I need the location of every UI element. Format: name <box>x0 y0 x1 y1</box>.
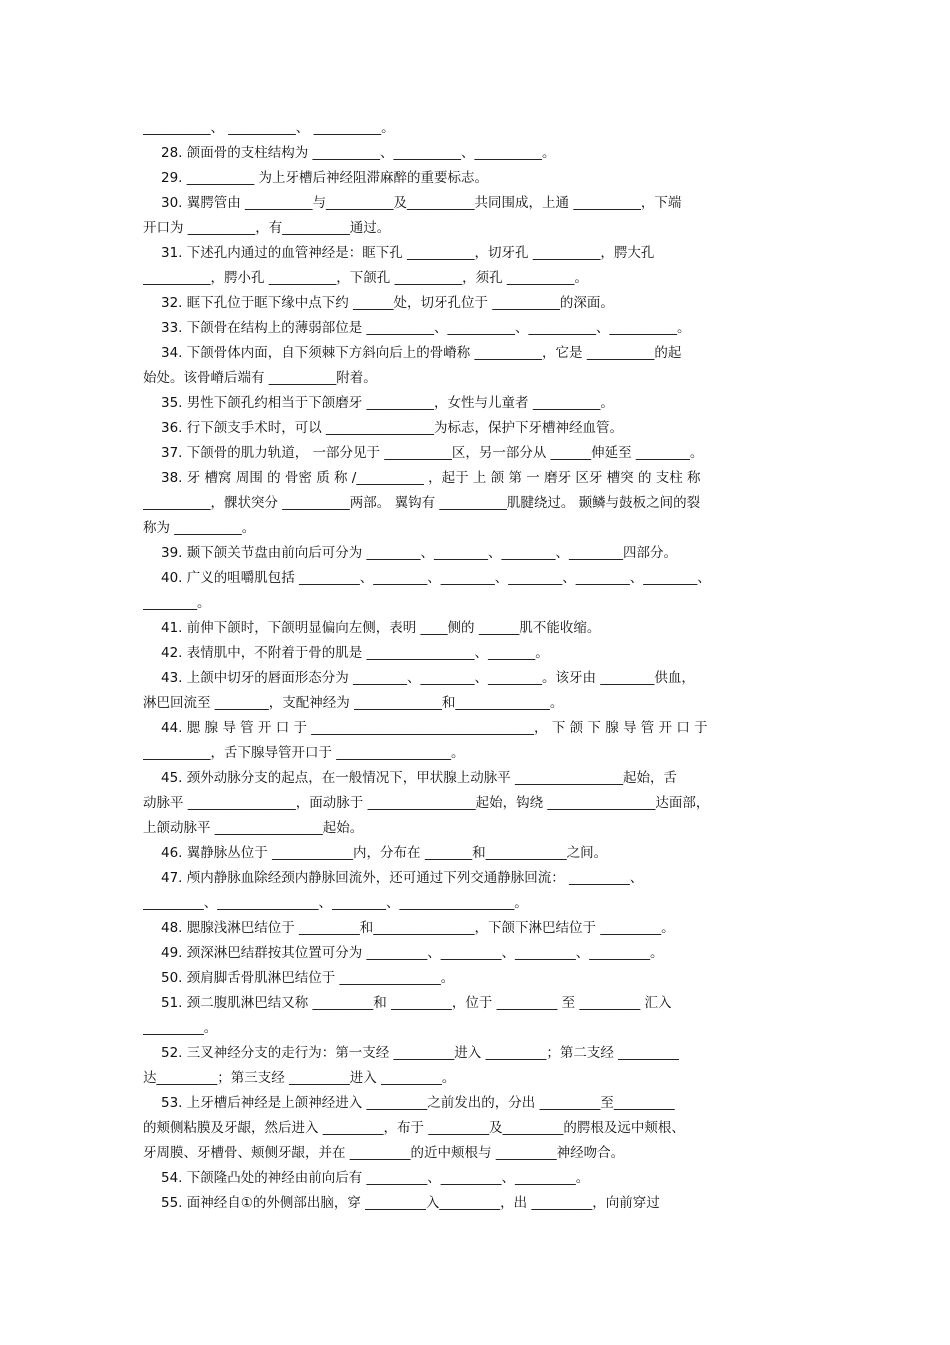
text-line: 52. 三叉神经分支的走行为：第一支经 _________进入 _________；第二支经 _________ <box>161 1045 679 1061</box>
text-line: __________，舌下腺导管开口于 _________________。 <box>143 745 465 761</box>
text-line: 50. 颈肩脚舌骨肌淋巴结位于 _______________。 <box>161 970 455 986</box>
text-line: 39. 颞下颌关节盘由前向后可分为 ________、________、________、________四部分。 <box>161 545 678 561</box>
text-line: __________、 __________、 __________。 <box>143 120 395 136</box>
text-line: 29. __________ 为上牙槽后神经阻滞麻醉的重要标志。 <box>161 170 489 186</box>
text-line: 35. 男性下颌孔约相当于下颌磨牙 __________，女性与儿童者 __________。 <box>161 395 614 411</box>
text-line: 上颌动脉平 ________________起始。 <box>143 820 364 836</box>
text-line: 49. 颈深淋巴结群按其位置可分为 _________、_________、_________、_________。 <box>161 945 664 961</box>
text-line: _________、_______________、________、_________________。 <box>143 895 528 911</box>
text-line: 54. 下颌隆凸处的神经由前向后有 _________、_________、_________。 <box>161 1170 590 1186</box>
text-line: 牙周膜、牙槽骨、颊侧牙龈，并在 _________的近中颊根与 _________神经吻合。 <box>143 1145 625 1161</box>
text-line: 33. 下颌骨在结构上的薄弱部位是 __________、__________、__________、__________。 <box>161 320 691 336</box>
text-line: 28. 颌面骨的支柱结构为 __________、__________、__________。 <box>161 145 556 161</box>
text-line: 36. 行下颌支手术时，可以 ________________为标志，保护下牙槽神经血管。 <box>161 420 624 436</box>
text-line: ________。 <box>143 595 211 611</box>
text-line: 动脉平 ________________，面动脉于 ________________起始，钩绕 ________________达面部， <box>143 795 710 811</box>
text-line: 开口为 __________，有__________通过。 <box>143 220 391 236</box>
text-line: 32. 眶下孔位于眶下缘中点下约 ______处，切牙孔位于 __________的深面。 <box>161 295 614 311</box>
text-line: _________。 <box>143 1020 218 1036</box>
text-line: 称为 __________。 <box>143 520 256 536</box>
text-line: 43. 上颌中切牙的唇面形态分为 ________、________、________。该牙由 ________供血， <box>161 670 695 686</box>
text-line: 40. 广义的咀嚼肌包括 _________、________、________、________、________、________、 <box>161 570 711 586</box>
text-line: 53. 上牙槽后神经是上颌神经进入 _________之前发出的，分出 _________至_________ <box>161 1095 675 1111</box>
text-line: 55. 面神经自①的外侧部出脑，穿 _________入_________，出 _________，向前穿过 <box>161 1195 660 1211</box>
text-line: 47. 颅内静脉血除经颈内静脉回流外，还可通过下列交通静脉回流： _________、 <box>161 870 644 886</box>
text-line: 始处。该骨嵴后端有 __________附着。 <box>143 370 377 386</box>
text-line: 48. 腮腺浅淋巴结位于 _________和_______________，下颌下淋巴结位于 _________。 <box>161 920 675 936</box>
text-line: 46. 翼静脉丛位于 ____________内，分布在 _______和____________之间。 <box>161 845 608 861</box>
text-line: __________，髁状突分 __________两部。 翼钩有 __________肌腱绕过。 颞鳞与鼓板之间的裂 <box>143 495 701 511</box>
text-line: 44. 腮 腺 导 管 开 口 于 _________________________________， 下 颌 下 腺 导 管 开 口 于 <box>161 720 708 736</box>
text-line: 达_________；第三支经 _________进入 _________。 <box>143 1070 456 1086</box>
text-line: 30. 翼腭管由 __________与__________及__________共同围成，上通 __________，下端 <box>161 195 682 211</box>
text-line: 34. 下颌骨体内面，自下须棘下方斜向后上的骨嵴称 __________，它是 __________的起 <box>161 345 682 361</box>
text-line: 淋巴回流至 ________，支配神经为 _____________和______________。 <box>143 695 564 711</box>
text-line: 41. 前伸下颌时，下颌明显偏向左侧，表明 ____侧的 ______肌不能收缩。 <box>161 620 601 636</box>
text-line: __________，腭小孔 __________，下颌孔 __________，须孔 __________。 <box>143 270 588 286</box>
text-line: 45. 颈外动脉分支的起点，在一般情况下，甲状腺上动脉平 ________________起始，舌 <box>161 770 678 786</box>
text-line: 的颊侧粘膜及牙龈，然后进入 _________，布于 _________及_________的腭根及远中颊根、 <box>143 1120 685 1136</box>
document-page <box>143 116 808 1216</box>
text-line: 51. 颈二腹肌淋巴结又称 _________和 _________，位于 _________ 至 _________ 汇入 <box>161 995 672 1011</box>
text-line: 31. 下述孔内通过的血管神经是：眶下孔 __________，切牙孔 __________，腭大孔 <box>161 245 655 261</box>
text-line: 37. 下颌骨的肌力轨道， 一部分见于 __________区，另一部分从 ______伸延至 ________。 <box>161 445 704 461</box>
text-line: 38. 牙 槽窝 周围 的 骨密 质 称 /__________ ，起于 上 颌 第 一 磨牙 区牙 槽突 的 支柱 称 <box>161 470 701 486</box>
text-line: 42. 表情肌中，不附着于骨的肌是 ________________、_______。 <box>161 645 549 661</box>
